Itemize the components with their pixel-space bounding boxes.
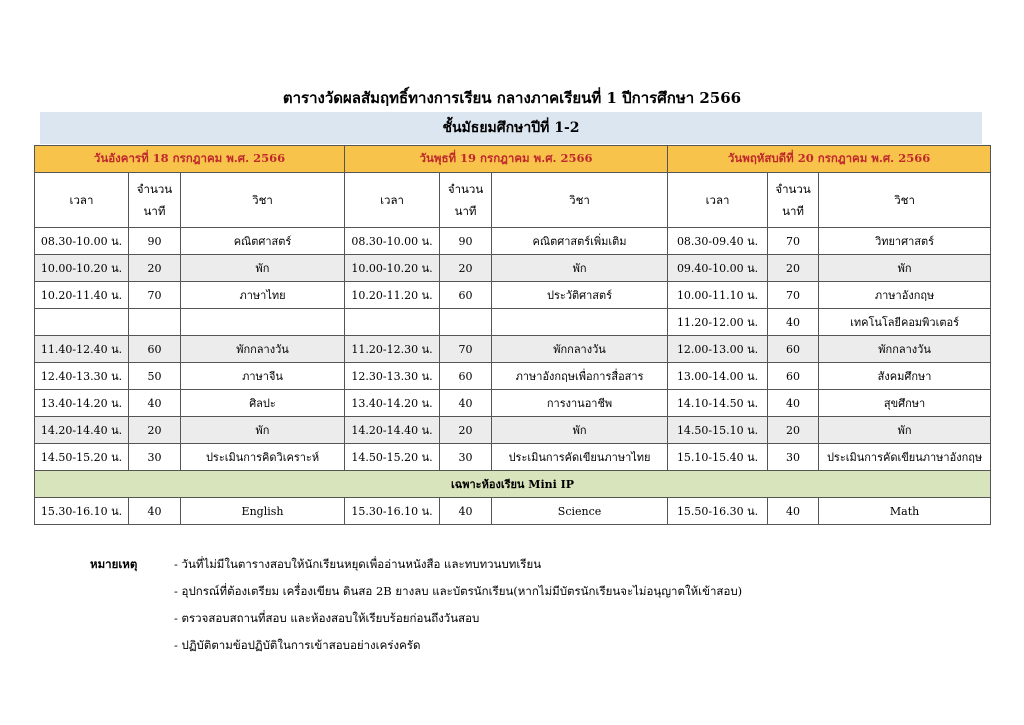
time-cell: 10.20-11.20 น.	[345, 282, 440, 309]
minutes-cell: 20	[129, 417, 181, 444]
time-cell	[345, 309, 440, 336]
minutes-cell: 60	[440, 363, 492, 390]
minutes-cell: 30	[440, 444, 492, 471]
minutes-cell: 90	[129, 228, 181, 255]
header-minutes-line2: นาที	[454, 204, 477, 218]
time-cell: 11.20-12.00 น.	[668, 309, 768, 336]
time-cell: 10.00-10.20 น.	[345, 255, 440, 282]
exam-schedule-table	[34, 145, 991, 525]
minutes-cell: 70	[768, 282, 819, 309]
subject-cell: ภาษาไทย	[181, 282, 345, 309]
time-cell: 14.50-15.20 น.	[345, 444, 440, 471]
grade-subtitle: ชั้นมัธยมศึกษาปีที่ 1-2	[40, 112, 982, 144]
header-minutes-line1: จำนวน	[136, 182, 173, 196]
subject-cell: Math	[819, 498, 991, 525]
header-minutes-line2: นาที	[782, 204, 804, 218]
header-minutes	[129, 173, 181, 228]
subject-cell: พักกลางวัน	[181, 336, 345, 363]
time-cell: 15.50-16.30 น.	[668, 498, 768, 525]
mini-ip-row	[35, 498, 991, 525]
subject-cell	[492, 309, 668, 336]
table-row	[35, 309, 991, 336]
subject-cell: สุขศึกษา	[819, 390, 991, 417]
time-cell: 12.40-13.30 น.	[35, 363, 129, 390]
table-row	[35, 255, 991, 282]
time-cell: 10.20-11.40 น.	[35, 282, 129, 309]
minutes-cell: 70	[129, 282, 181, 309]
minutes-cell: 20	[768, 255, 819, 282]
subject-cell: ประเมินการคัดเขียนภาษาอังกฤษ	[819, 444, 991, 471]
minutes-cell: 50	[129, 363, 181, 390]
minutes-cell: 40	[440, 498, 492, 525]
subject-cell: ศิลปะ	[181, 390, 345, 417]
header-subject: วิชา	[181, 173, 345, 228]
subject-cell: พักกลางวัน	[492, 336, 668, 363]
time-cell: 13.40-14.20 น.	[345, 390, 440, 417]
subject-cell: ภาษาอังกฤษ	[819, 282, 991, 309]
subject-cell	[181, 309, 345, 336]
time-cell: 14.20-14.40 น.	[35, 417, 129, 444]
minutes-cell: 70	[768, 228, 819, 255]
mini-ip-label-row	[35, 471, 991, 498]
day-header-wednesday: วันพุธที่ 19 กรกฎาคม พ.ศ. 2566	[345, 146, 668, 173]
time-cell: 15.10-15.40 น.	[668, 444, 768, 471]
time-cell: 14.20-14.40 น.	[345, 417, 440, 444]
notes-list	[174, 556, 934, 664]
subject-cell: พัก	[492, 255, 668, 282]
minutes-cell: 40	[768, 309, 819, 336]
time-cell: 13.00-14.00 น.	[668, 363, 768, 390]
time-cell: 08.30-09.40 น.	[668, 228, 768, 255]
time-cell: 11.20-12.30 น.	[345, 336, 440, 363]
subject-cell: พัก	[492, 417, 668, 444]
header-minutes	[440, 173, 492, 228]
subject-cell: พัก	[181, 255, 345, 282]
time-cell: 12.00-13.00 น.	[668, 336, 768, 363]
time-cell: 09.40-10.00 น.	[668, 255, 768, 282]
subject-cell: พักกลางวัน	[819, 336, 991, 363]
notes-label: หมายเหตุ	[90, 557, 138, 571]
schedule-body	[35, 228, 991, 525]
header-time: เวลา	[345, 173, 440, 228]
day-header-thursday: วันพฤหัสบดีที่ 20 กรกฎาคม พ.ศ. 2566	[668, 146, 991, 173]
table-row	[35, 282, 991, 309]
note-item: - ปฏิบัติตามข้อปฏิบัติในการเข้าสอบอย่างเคร่งครัด	[174, 638, 421, 652]
time-cell: 12.30-13.30 น.	[345, 363, 440, 390]
time-cell: 08.30-10.00 น.	[345, 228, 440, 255]
minutes-cell: 40	[440, 390, 492, 417]
minutes-cell: 30	[768, 444, 819, 471]
minutes-cell: 20	[129, 255, 181, 282]
minutes-cell: 20	[440, 255, 492, 282]
minutes-cell: 90	[440, 228, 492, 255]
time-cell: 11.40-12.40 น.	[35, 336, 129, 363]
subject-cell: พัก	[819, 255, 991, 282]
minutes-cell: 30	[129, 444, 181, 471]
time-cell: 14.50-15.10 น.	[668, 417, 768, 444]
subject-cell: คณิตศาสตร์เพิ่มเติม	[492, 228, 668, 255]
minutes-cell: 60	[768, 363, 819, 390]
subject-cell: พัก	[181, 417, 345, 444]
time-cell: 10.00-10.20 น.	[35, 255, 129, 282]
note-item: - วันที่ไม่มีในตารางสอบให้นักเรียนหยุดเพื่ออ่านหนังสือ และทบทวนบทเรียน	[174, 557, 542, 571]
subject-cell: สังคมศึกษา	[819, 363, 991, 390]
header-time: เวลา	[35, 173, 129, 228]
minutes-cell: 20	[440, 417, 492, 444]
subject-cell: วิทยาศาสตร์	[819, 228, 991, 255]
time-cell: 08.30-10.00 น.	[35, 228, 129, 255]
time-cell: 14.50-15.20 น.	[35, 444, 129, 471]
header-minutes-line1: จำนวน	[447, 182, 484, 196]
header-minutes-line2: นาที	[143, 204, 166, 218]
day-header-row	[35, 146, 991, 173]
time-cell: 14.10-14.50 น.	[668, 390, 768, 417]
note-item: - อุปกรณ์ที่ต้องเตรียม เครื่องเขียน ดินสอ 2B ยางลบ และบัตรนักเรียน(หากไม่มีบัตรนักเรียนจะไม่อนุญาตให้เข้าสอบ)	[174, 584, 743, 598]
table-row	[35, 417, 991, 444]
table-row	[35, 363, 991, 390]
minutes-cell: 20	[768, 417, 819, 444]
header-subject: วิชา	[819, 173, 991, 228]
subject-cell: ภาษาจีน	[181, 363, 345, 390]
subject-cell: เทคโนโลยีคอมพิวเตอร์	[819, 309, 991, 336]
minutes-cell: 60	[768, 336, 819, 363]
minutes-cell: 60	[129, 336, 181, 363]
time-cell	[35, 309, 129, 336]
minutes-cell: 60	[440, 282, 492, 309]
minutes-cell: 70	[440, 336, 492, 363]
table-row	[35, 390, 991, 417]
header-time: เวลา	[668, 173, 768, 228]
subject-cell: ประเมินการคิดวิเคราะห์	[181, 444, 345, 471]
subject-cell: ประเมินการคัดเขียนภาษาไทย	[492, 444, 668, 471]
header-subject: วิชา	[492, 173, 668, 228]
subject-cell: คณิตศาสตร์	[181, 228, 345, 255]
time-cell: 10.00-11.10 น.	[668, 282, 768, 309]
minutes-cell: 40	[768, 498, 819, 525]
table-row	[35, 336, 991, 363]
subject-cell: English	[181, 498, 345, 525]
minutes-cell: 40	[768, 390, 819, 417]
header-minutes-line1: จำนวน	[775, 182, 811, 196]
subject-cell: ประวัติศาสตร์	[492, 282, 668, 309]
minutes-cell: 40	[129, 498, 181, 525]
time-cell: 15.30-16.10 น.	[345, 498, 440, 525]
page-title: ตารางวัดผลสัมฤทธิ์ทางการเรียน กลางภาคเรียนที่ 1 ปีการศึกษา 2566	[282, 89, 742, 107]
time-cell: 13.40-14.20 น.	[35, 390, 129, 417]
header-minutes	[768, 173, 819, 228]
minutes-cell	[440, 309, 492, 336]
table-row	[35, 444, 991, 471]
note-item: - ตรวจสอบสถานที่สอบ และห้องสอบให้เรียบร้อยก่อนถึงวันสอบ	[174, 611, 480, 625]
subject-cell: พัก	[819, 417, 991, 444]
mini-ip-label: เฉพาะห้องเรียน Mini IP	[35, 471, 991, 498]
column-header-row	[35, 173, 991, 228]
subject-cell: Science	[492, 498, 668, 525]
table-row	[35, 228, 991, 255]
minutes-cell: 40	[129, 390, 181, 417]
day-header-tuesday: วันอังคารที่ 18 กรกฎาคม พ.ศ. 2566	[35, 146, 345, 173]
subject-cell: การงานอาชีพ	[492, 390, 668, 417]
minutes-cell	[129, 309, 181, 336]
subject-cell: ภาษาอังกฤษเพื่อการสื่อสาร	[492, 363, 668, 390]
time-cell: 15.30-16.10 น.	[35, 498, 129, 525]
